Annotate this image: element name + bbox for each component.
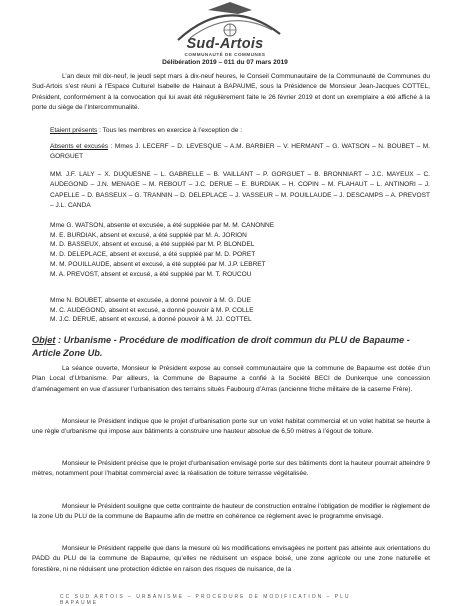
suppleances-list — [50, 221, 410, 279]
objet-heading — [32, 334, 430, 360]
suppleance-item: M. D. BASSEUX, absent et excusé, a été suppléé par M. P. BLONDEL — [50, 241, 255, 249]
absents-excuses-label: Absents et excusés — [50, 143, 109, 150]
paragraph: Monsieur le Président précise que le projet d’urbanisation envisagé porte sur des bâtiments dont la hauteur pourrait atteindre 9 mètres, notamment pour l’habitat commercial avec la réalisation de toiture terrasse végétalisée. — [32, 460, 430, 478]
presents-text: : Tous les membres en exercice à l’exception de : — [97, 127, 243, 134]
objet-label: Objet — [32, 335, 56, 345]
suppleance-item: M. D. DELEPLACE, absent et excusé, a été suppléé par M. D. PORET — [50, 251, 256, 259]
intro-paragraph: L’an deux mil dix-neuf, le jeudi sept mars à dix-neuf heures, le Conseil Communautaire de la Communauté de Communes du Sud-Artois s’est réuni à l’Espace Culturel Isabelle de Hainaut à BAPAUME, sous la Présidence de Monsieur Jean-Jacques COTTEL, Président, conformément à la convocation qui lui avait été régulièrement faite le 26 février 2019 et dont un exemplaire a été affiché à la porte du siège de l’Intercommunalité. — [32, 73, 430, 112]
suppleance-item: M. A. PREVOST, absent et excusé, a été suppléé par M. T. ROUCOU — [50, 270, 252, 278]
brand-subtitle: COMMUNAUTÉ DE COMMUNES — [184, 52, 266, 57]
absents-excuses-line — [50, 142, 430, 163]
paragraph: Monsieur le Président indique que le projet d’urbanisation porte sur un volet habitat commercial et un volet habitat se heurte à une règle d’urbanisme qui impose aux bâtiments à construire une hauteur absolue de 6,50 mètres à l’égout de toiture. — [32, 418, 430, 436]
paragraph: Monsieur le Président souligne que cette contrainte de hauteur de construction entraîne l’obligation de modifier le règlement de la zone Ub du PLU de la commune de Bapaume afin de mettre en cohérence ce règlement avec le programme envisagé. — [32, 503, 430, 521]
absents-excuses-text: : Mmes J. LECERF – D. LEVESQUE – A.M. BARBIER – V. HERMANT – G. WATSON – N. BOUBET – M. GORGUET — [50, 143, 430, 161]
presents-line — [50, 126, 430, 136]
pouvoir-item: M. J.C. DERUE, absent et excusé, a donné pouvoir à M. JJ. COTTEL — [50, 316, 252, 324]
page-footer: CC SUD ARTOIS – URBANISME – PROCÉDURE DE MODIFICATION – PLU BAPAUME — [60, 594, 351, 606]
deliberation-reference: Délibération 2019 – 011 du 07 mars 2019 — [162, 59, 288, 66]
suppleance-item: M. M. POUILLAUDE, absent et excusé, a été suppléé par M. J.P. LEBRET — [50, 260, 266, 268]
paragraph: La séance ouverte, Monsieur le Président expose au conseil communautaire que la commune de Bapaume est dotée d’un Plan Local d’Urbanisme. Par ailleurs, la Commune de Bapaume a confié à la Société BECI de Dunkerque une concession d’aménagement en vue d’assurer l’urbanisation des terrains situés Faubourg d’Arras (ancienne friche militaire de la caserne Frère). — [32, 365, 430, 393]
paragraph: Monsieur le Président rappelle que dans la mesure où les modifications envisagées ne portent pas atteinte aux orientations du PADD du PLU de la commune de Bapaume, qu’elles ne réduisent un espace boisé, une zone agricole ou une zone naturelle et forestière, ni ne réduisent une protection édictée en raison des risques de nuisance, de la — [32, 545, 430, 573]
absents-list: MM. J.F. LALY – X. DUQUESNE – L. GABRELLE – B. VAILLANT – P. GORGUET – B. BRONNIART – J.C. MAYEUX – C. AUDEGOND – J.N. MENAGE – M. REBOUT – J.C. DERUE – E. BURDIAK – H. COPIN – M. FLAHAUT – L. ANTINORI – J. CAPELLE – D. BASSEUX – G. TRANNIN – D. DELEPLACE – J. VASSEUR – M. POUILLAUDE – J. DESCAMPS – A. PREVOST – J.L. CANDA — [50, 171, 430, 210]
presents-label: Etaient présents — [50, 127, 98, 134]
objet-text: : Urbanisme - Procédure de modification de droit commun du PLU de Bapaume - Article Zone Ub. — [32, 335, 410, 358]
pouvoirs-list — [50, 296, 410, 325]
suppleance-item: M. E. BURDIAK, absent et excusé, a été suppléé par M. A. JORION — [50, 231, 247, 239]
suppleance-item: Mme G. WATSON, absente et excusée, a été suppléée par M. M. CANONNE — [50, 222, 275, 229]
pouvoir-item: Mme N. BOUBET, absente et excusée, a donné pouvoir à M. G. DUE — [50, 297, 251, 304]
pouvoir-item: M. C. AUDEGOND, absent et excusé, a donné pouvoir à M. P. COLLE — [50, 306, 254, 314]
brand-name: Sud-Artois — [186, 36, 264, 52]
